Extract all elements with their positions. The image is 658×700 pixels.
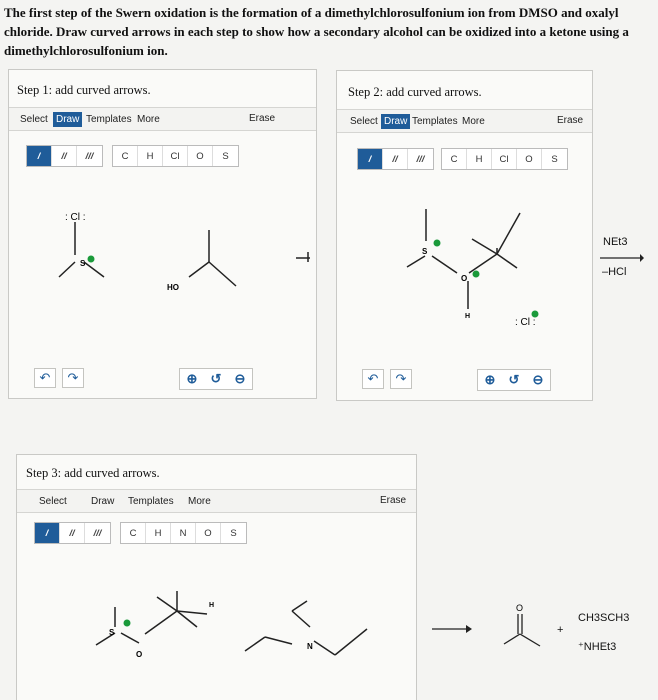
templates-tab[interactable]: Templates xyxy=(412,116,458,127)
double-bond-tool[interactable]: // xyxy=(60,523,85,543)
negative-charge-icon xyxy=(532,311,539,318)
undo-icon[interactable]: ↶ xyxy=(34,368,56,388)
erase-button[interactable]: Erase xyxy=(249,113,276,124)
alcohol-left-bond xyxy=(189,262,209,277)
sulfur-label: S xyxy=(109,628,115,637)
amine-ethyl3a xyxy=(314,641,335,655)
amine-ethyl2a xyxy=(292,601,307,611)
atom-h[interactable]: H xyxy=(467,149,492,169)
zoom-out-icon[interactable]: ⊖ xyxy=(532,372,544,387)
carbon-h-bond xyxy=(177,611,207,614)
select-tab[interactable]: Select xyxy=(350,116,378,127)
carbon-upper-left-bond xyxy=(157,597,177,611)
chlorine-label: : Cl : xyxy=(65,212,86,223)
bond-tools xyxy=(26,145,103,167)
step2-panel xyxy=(336,70,593,401)
triple-bond-tool[interactable]: /// xyxy=(416,153,425,165)
hydroxyl-label: HO xyxy=(167,283,179,292)
amine-ethyl3b xyxy=(335,629,367,655)
atom-h[interactable]: H xyxy=(138,146,163,166)
reaction-arrow xyxy=(600,253,644,263)
positive-charge-icon xyxy=(473,271,480,278)
step2-canvas[interactable] xyxy=(337,201,592,351)
step2-title: Step 2: add curved arrows. xyxy=(348,85,482,99)
step3-title: Step 3: add curved arrows. xyxy=(26,466,160,480)
bond-tools xyxy=(357,148,434,170)
step1-panel xyxy=(8,69,317,399)
plus-sign: + xyxy=(557,624,564,636)
positive-charge-icon xyxy=(88,256,95,263)
triple-bond-tool[interactable]: /// xyxy=(93,527,102,539)
zoom-out-icon[interactable]: ⊖ xyxy=(234,371,246,386)
atom-o[interactable]: O xyxy=(517,149,542,169)
erase-button[interactable]: Erase xyxy=(557,115,584,126)
zoom-controls xyxy=(477,369,551,391)
amine-ethyl1a xyxy=(245,637,265,651)
atom-cl[interactable]: Cl xyxy=(163,146,188,166)
sulfonium-o-bond xyxy=(121,633,139,643)
step3-tools xyxy=(34,522,254,544)
draw-tab[interactable]: Draw xyxy=(91,496,115,507)
reagent-label: NEt3 xyxy=(603,236,628,248)
step3-panel xyxy=(16,454,417,700)
triple-bond-tool[interactable]: /// xyxy=(85,150,94,162)
zoom-reset-icon[interactable]: ↺ xyxy=(210,371,222,386)
ketone-oxygen-label: O xyxy=(516,603,524,613)
atom-o[interactable]: O xyxy=(188,146,213,166)
atom-c[interactable]: C xyxy=(121,523,146,543)
question-prompt: The first step of the Swern oxidation is the formation of a dimethylchlorosulfonium ion from DMSO and oxalyl chloride. Draw curved arrows in each step to show how a secondary alcohol can be oxidized into a ketone using a dimethylchlorosulfonium ion. xyxy=(4,5,629,58)
templates-tab[interactable]: Templates xyxy=(128,496,174,507)
more-tab[interactable]: More xyxy=(462,116,485,127)
o-carbon-bond xyxy=(469,254,497,273)
select-tab[interactable]: Select xyxy=(39,496,67,507)
step2-toolbar xyxy=(337,109,592,133)
carbon-left-bond xyxy=(472,239,497,254)
s-methyl-bond-right xyxy=(84,262,104,277)
atom-h[interactable]: H xyxy=(146,523,171,543)
step3-canvas[interactable] xyxy=(17,589,416,699)
redo-icon[interactable]: ↷ xyxy=(62,368,84,388)
oxygen-label: O xyxy=(136,650,143,659)
atom-s[interactable]: S xyxy=(551,153,558,165)
o-carbon-bond xyxy=(145,611,177,634)
select-tab[interactable]: Select xyxy=(20,114,48,125)
step1-to-step2-arrow xyxy=(294,246,314,266)
positive-charge-icon xyxy=(434,240,441,247)
sulfur-label: S xyxy=(422,247,428,256)
atom-tools xyxy=(112,145,239,167)
amine-ethyl1b xyxy=(265,637,292,644)
hydrogen-label: H xyxy=(209,602,215,609)
carbon-top-bond xyxy=(497,213,520,254)
double-bond-tool[interactable]: // xyxy=(383,149,408,169)
atom-tools xyxy=(441,148,568,170)
zoom-in-icon[interactable]: ⊕ xyxy=(186,371,198,386)
single-bond-tool[interactable]: / xyxy=(358,149,383,169)
templates-tab[interactable]: Templates xyxy=(86,114,132,125)
dimethyl-sulfide-label: CH3SCH3 xyxy=(578,612,630,624)
atom-n[interactable]: N xyxy=(171,523,196,543)
sulfonium-o-bond xyxy=(432,256,457,273)
s-methyl-bond-left xyxy=(59,262,75,277)
atom-cl[interactable]: Cl xyxy=(492,149,517,169)
ketone-product xyxy=(498,598,558,658)
atom-s[interactable]: S xyxy=(230,527,237,539)
zoom-in-icon[interactable]: ⊕ xyxy=(484,372,496,387)
step1-canvas[interactable] xyxy=(9,210,316,330)
draw-tab[interactable]: Draw xyxy=(53,112,82,127)
oxygen-label: O xyxy=(461,274,468,283)
step1-tools xyxy=(26,145,246,167)
nitrogen-label: N xyxy=(307,642,313,651)
positive-charge-icon xyxy=(124,620,131,627)
atom-c[interactable]: C xyxy=(442,149,467,169)
step3-arrow xyxy=(432,624,472,634)
atom-o[interactable]: O xyxy=(196,523,221,543)
ammonium-label: ⁺NHEt3 xyxy=(578,641,617,653)
sulfonium-left-bond xyxy=(407,256,425,267)
more-tab[interactable]: More xyxy=(188,496,211,507)
double-bond-tool[interactable]: // xyxy=(52,146,77,166)
step3-toolbar xyxy=(17,489,416,513)
hydrogen-label: H xyxy=(465,313,471,320)
amine-ethyl2b xyxy=(292,611,310,627)
bond-tools xyxy=(34,522,111,544)
zoom-reset-icon[interactable]: ↺ xyxy=(508,372,520,387)
zoom-controls xyxy=(179,368,253,390)
erase-button[interactable]: Erase xyxy=(380,495,407,506)
more-tab[interactable]: More xyxy=(137,114,160,125)
step1-title: Step 1: add curved arrows. xyxy=(17,83,151,97)
atom-s[interactable]: S xyxy=(222,150,229,162)
carbon-right-bond xyxy=(497,254,517,268)
draw-tab[interactable]: Draw xyxy=(381,114,410,129)
atom-c[interactable]: C xyxy=(113,146,138,166)
alcohol-right-bond xyxy=(209,262,236,286)
single-bond-tool[interactable]: / xyxy=(27,146,52,166)
single-bond-tool[interactable]: / xyxy=(35,523,60,543)
atom-tools xyxy=(120,522,247,544)
chloride-label: : Cl : xyxy=(515,317,536,328)
step1-toolbar xyxy=(9,107,316,131)
undo-icon[interactable]: ↶ xyxy=(362,369,384,389)
sulfur-label: S xyxy=(80,259,86,268)
step2-tools xyxy=(357,148,577,170)
byproduct-label: –HCl xyxy=(602,266,627,278)
redo-icon[interactable]: ↷ xyxy=(390,369,412,389)
